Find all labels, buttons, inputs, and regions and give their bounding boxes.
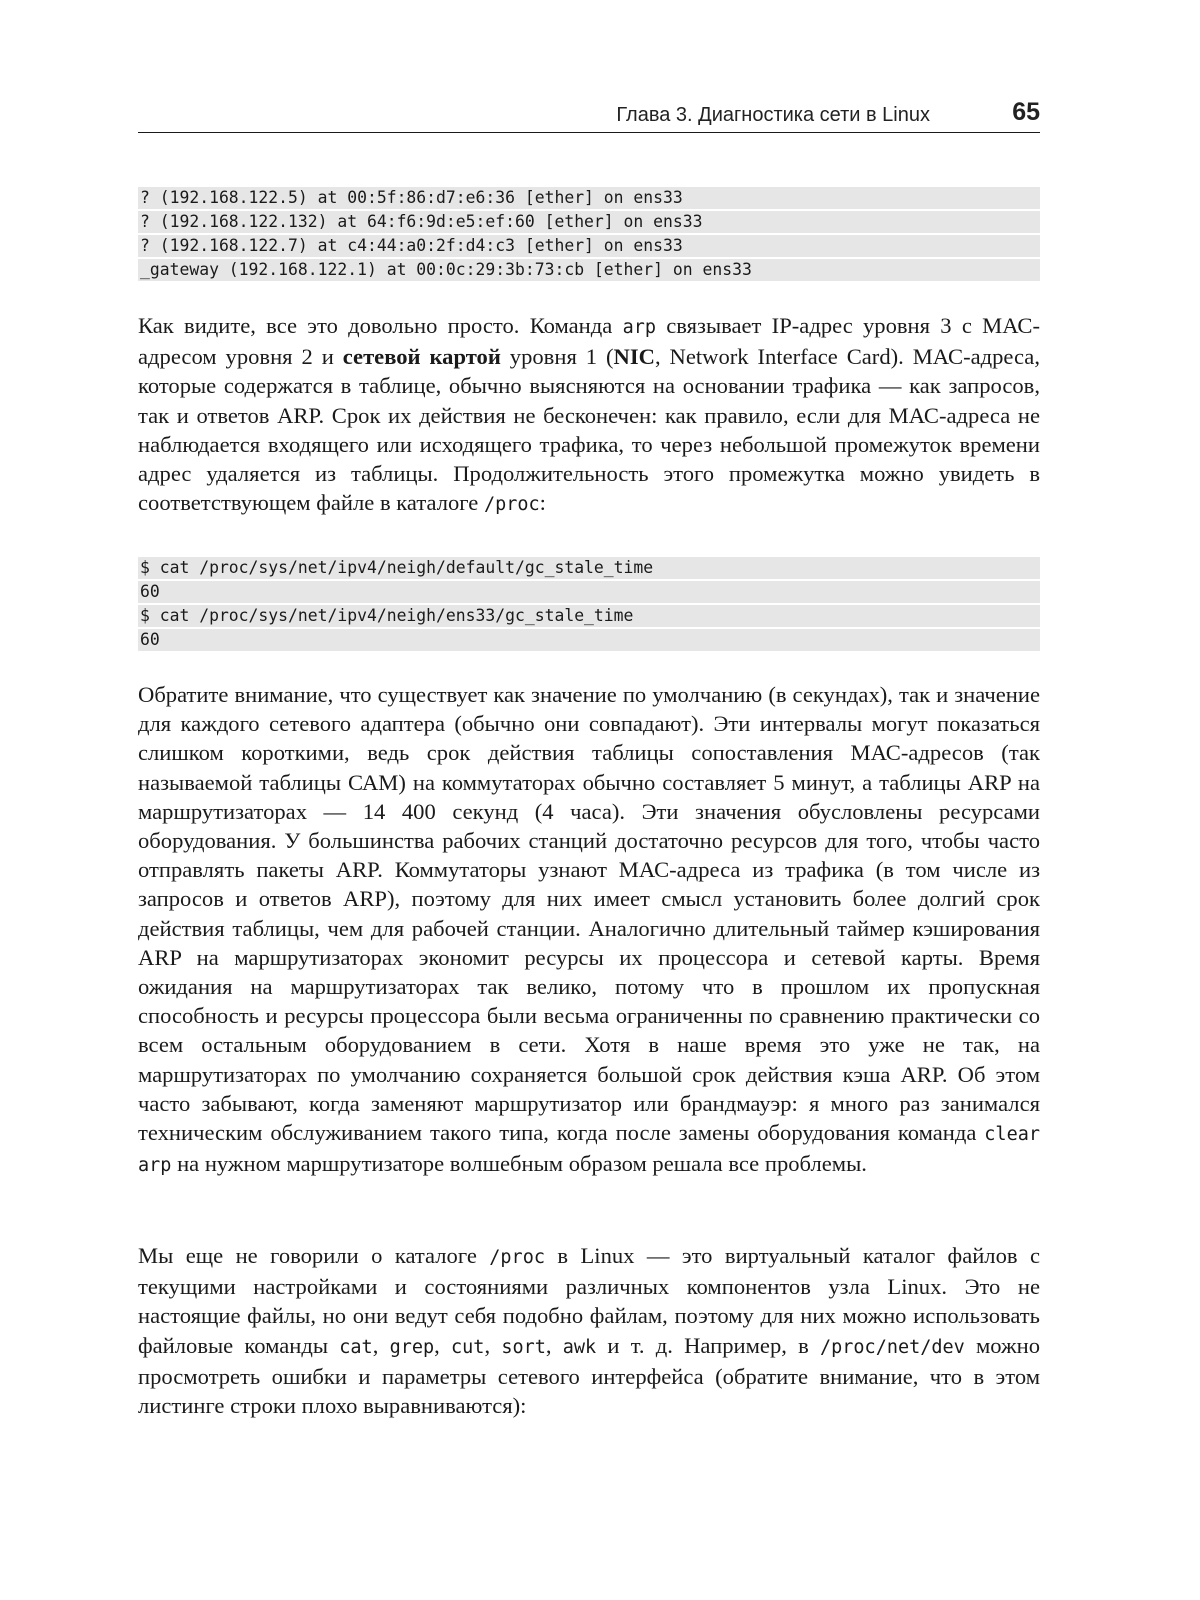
text-run: уровня 1 ( — [500, 344, 614, 370]
inline-code: arp — [622, 317, 656, 338]
inline-code: grep — [389, 1336, 435, 1358]
text-run: , Network Interface Card). МАС-адреса, которые содержатся в таблице, обычно выясняются на основании трафика — как запросов, так и ответов ARP. Срок их действия не бесконечен: как правило, если для МАС-адреса не наблюдается входящего или исходящего трафика, то через небольшой промежуток времени адрес удаляется из таблицы. Продолжительность этого промежутка можно увидеть в соответствующем файле в каталоге — [138, 344, 1040, 516]
inline-code: awk — [562, 1336, 597, 1358]
code-line: _gateway (192.168.122.1) at 00:0c:29:3b:73:cb [ether] on ens33 — [138, 259, 1040, 281]
paragraph-proc-directory — [138, 1241, 1040, 1420]
running-header — [138, 92, 1040, 133]
page-number: 65 — [1012, 98, 1040, 126]
code-line: ? (192.168.122.7) at c4:44:a0:2f:d4:c3 [ether] on ens33 — [138, 235, 1040, 257]
inline-code: cat — [339, 1336, 373, 1358]
code-line: ? (192.168.122.5) at 00:5f:86:d7:e6:36 [ether] on ens33 — [138, 187, 1040, 209]
text-run: связывает IP-адрес уровня 3 с МАС-адресом уровня 2 и — [138, 313, 1040, 370]
chapter-title: Глава 3. Диагностика сети в Linux — [616, 104, 930, 126]
text-run: , — [484, 1332, 502, 1358]
paragraph-timeouts — [138, 680, 1040, 1180]
code-line: 60 — [138, 581, 1040, 603]
code-listing-arp-table — [138, 187, 1040, 283]
bold-term: NIC — [613, 344, 655, 370]
text-run: и т. д. Например, в — [596, 1332, 820, 1358]
inline-code: cut — [451, 1336, 485, 1358]
text-run: , — [372, 1332, 390, 1358]
text-run: на нужном маршрутизаторе волшебным образом решала все проблемы. — [171, 1151, 867, 1177]
text-run: Обратите внимание, что существует как значение по умолчанию (в секундах), так и значение для каждого сетевого адаптера (обычно они совпадают). Эти интервалы могут показаться слишком короткими, ведь срок действия таблицы сопоставления МАС-адресов (так называемой таблицы САМ) на коммутаторах обычно составляет 5 минут, а таблицы ARP на маршрутизаторах — 14 400 секунд (4 часа). Эти значения обусловлены ресурсами оборудования. У большинства рабочих станций достаточно ресурсов для того, чтобы часто отправлять пакеты ARP. Коммутаторы узнают МАС-адреса из трафика (в том числе из запросов и ответов ARP), поэтому для них имеет смысл установить более долгий срок действия таблицы, чем для рабочей станции. Аналогично длительный таймер кэширования ARP на маршрутизаторах экономит ресурсы их процессора и сетевой карты. Время ожидания на маршрутизаторах так велико, потому что в прошлом их пропускная способность и ресурсы процессора были весьма ограниченны по сравнению практически со всем остальным оборудованием в сети. Хотя в наше время это уже не так, на маршрутизаторах по умолчанию сохраняется большой срок действия кэша ARP. Об этом часто забывают, когда заменяют маршрутизатор или брандмауэр: я много раз занимался техническим обслуживанием такого типа, когда после замены оборудования команда — [138, 682, 1040, 1146]
inline-code: sort — [501, 1336, 546, 1358]
inline-code: clear arp — [138, 1124, 1040, 1177]
text-run: Мы еще не говорили о каталоге — [138, 1243, 490, 1268]
text-run: в Linux — это виртуальный каталог файлов с текущими настройками и состояниями различных компонентов узла Linux. Это не настоящие файлы, но они ведут себя подобно файлам, поэтому для них можно использовать файловые команды — [138, 1243, 1040, 1358]
text-run: Как видите, все это довольно просто. Команда — [138, 313, 623, 338]
code-line: $ cat /proc/sys/net/ipv4/neigh/default/gc_stale_time — [138, 557, 1040, 579]
bold-term: сетевой картой — [342, 344, 501, 370]
text-run: , — [434, 1332, 452, 1358]
code-line: $ cat /proc/sys/net/ipv4/neigh/ens33/gc_stale_time — [138, 605, 1040, 627]
code-line: ? (192.168.122.132) at 64:f6:9d:e5:ef:60 [ether] on ens33 — [138, 211, 1040, 233]
inline-code: /proc/net/dev — [820, 1336, 965, 1358]
code-listing-gc-stale-time — [138, 557, 1040, 653]
inline-code: /proc — [483, 494, 540, 516]
text-run: можно просмотреть ошибки и параметры сетевого интерфейса (обратите внимание, что в этом листинге строки плохо выравниваются): — [138, 1332, 1041, 1419]
code-line: 60 — [138, 629, 1040, 651]
paragraph-arp-intro — [138, 311, 1040, 519]
text-run: : — [539, 490, 546, 516]
inline-code: /proc — [489, 1247, 545, 1268]
text-run: , — [545, 1332, 563, 1358]
